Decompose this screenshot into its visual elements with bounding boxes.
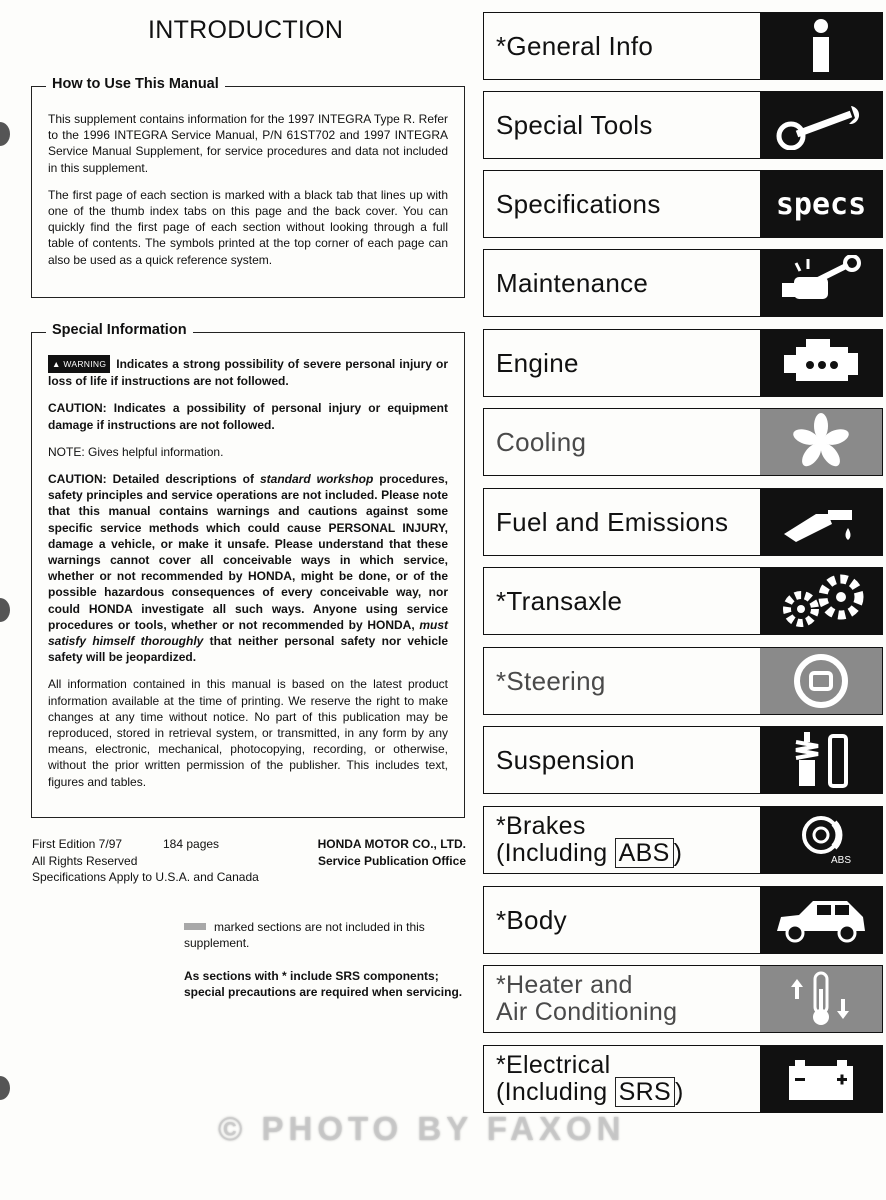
binder-ring: [0, 598, 10, 622]
srs-note: As sections with * include SRS components; special precautions are required when servicing.: [184, 969, 463, 999]
detailed-caution-paragraph: CAUTION: Detailed descriptions of standard workshop procedures, safety principles and service operations are not included. Please note that this manual contains warnings and cautions against some specific service methods which could cause PERSONAL INJURY, damage a vehicle, or make it unsafe. Please understand that these warnings cannot cover all conceivable ways in which service, whether or not recommended by HONDA, might be done, or of the possible hazardous consequences of every conceivable way, nor could HONDA investigate all such ways. Anyone using service procedures or tools, whether or not recommended by HONDA, must satisfy himself thoroughly that neither personal safety nor vehicle safety will be jeopardized.: [48, 472, 449, 665]
tab-specifications[interactable]: Specifications specs: [483, 170, 883, 238]
caution-paragraph: CAUTION: Indicates a possibility of personal injury or equipment damage if instructions are not followed.: [48, 401, 448, 432]
tab-steering[interactable]: *Steering: [483, 647, 883, 715]
binder-ring: [0, 122, 10, 146]
company-name: HONDA MOTOR CO., LTD.: [317, 837, 466, 851]
rights-paragraph: All information contained in this manual is based on the latest product information available at the time of printing. We reserve the right to make changes at any time without notice. No part of this publication may be reproduced, stored in retrieval system, or transmitted, in any form by any means, electronic, mechanical, photocopying, recording, or otherwise, without the prior written permission of the publisher. This includes text, figures and tables.: [48, 677, 448, 789]
tab-special-tools[interactable]: Special Tools: [483, 91, 883, 159]
how-to-use-box: [31, 76, 465, 298]
car-body-icon: [760, 887, 882, 953]
info-icon: [760, 13, 882, 79]
fan-icon: [760, 409, 882, 475]
tab-heater-and-air-conditioning[interactable]: *Heater and Air Conditioning: [483, 965, 883, 1033]
wrench-icon: [760, 92, 882, 158]
footer-right: [290, 836, 466, 869]
specs-apply-text: Specifications Apply to U.S.A. and Canada: [32, 870, 259, 884]
tab-suspension[interactable]: Suspension: [483, 726, 883, 794]
page-title: INTRODUCTION: [148, 16, 344, 44]
tab-maintenance[interactable]: Maintenance: [483, 249, 883, 317]
tab-engine[interactable]: Engine: [483, 329, 883, 397]
page-count: 184 pages: [163, 837, 220, 851]
engine-icon: [760, 330, 882, 396]
footer-left: [32, 836, 259, 886]
tab-general-info[interactable]: *General Info: [483, 12, 883, 80]
watermark: © PHOTO BY FAXON: [218, 1110, 626, 1147]
tab-transaxle[interactable]: *Transaxle: [483, 567, 883, 635]
gray-swatch: [184, 923, 206, 930]
how-to-use-paragraph-1: This supplement contains information for the 1997 INTEGRA Type R. Refer to the 1996 INTEGRA Service Manual, P/N 61ST702 and 1997 INTEGRA Service Manual Supplement, for service procedures and data not included in this supplement.: [48, 112, 448, 175]
thermometer-icon: [760, 966, 882, 1032]
office-name: Service Publication Office: [317, 853, 466, 868]
warning-badge: ▲ WARNING: [48, 355, 110, 373]
fuel-nozzle-icon: [760, 489, 882, 555]
tab-body[interactable]: *Body: [483, 886, 883, 954]
shock-absorber-icon: [760, 727, 882, 793]
how-to-use-heading: How to Use This Manual: [46, 76, 225, 92]
battery-icon: [760, 1046, 882, 1112]
binder-ring: [0, 1076, 10, 1100]
special-info-box: [31, 322, 465, 818]
tab-cooling[interactable]: Cooling: [483, 408, 883, 476]
hand-wrench-icon: [760, 250, 882, 316]
warning-paragraph: ▲ WARNING Indicates a strong possibility of severe personal injury or loss of life if instructions are not followed.: [48, 357, 448, 389]
specs-icon: specs: [760, 171, 882, 237]
rights-text: All Rights Reserved: [32, 853, 138, 868]
marked-sections-note: marked sections are not included in this supplement.: [184, 920, 425, 950]
steering-wheel-icon: [760, 648, 882, 714]
tab-fuel-and-emissions[interactable]: Fuel and Emissions: [483, 488, 883, 556]
special-info-heading: Special Information: [46, 322, 193, 338]
tab-brakes[interactable]: *Brakes (Including ABS ) ABS: [483, 806, 883, 874]
edition-text: First Edition 7/97: [32, 837, 123, 851]
note-paragraph: NOTE: Gives helpful information.: [48, 444, 224, 459]
brake-disc-icon: ABS: [760, 807, 882, 873]
gears-icon: [760, 568, 882, 634]
tab-electrical[interactable]: *Electrical (Including SRS ): [483, 1045, 883, 1113]
how-to-use-paragraph-2: The first page of each section is marked with a black tab that lines up with one of the thumb index tabs on this page and the back cover. You can quickly find the first page of each section without looking through a full table of contents. The symbols printed at the top corner of each page can also be used as a quick reference system.: [48, 187, 448, 267]
